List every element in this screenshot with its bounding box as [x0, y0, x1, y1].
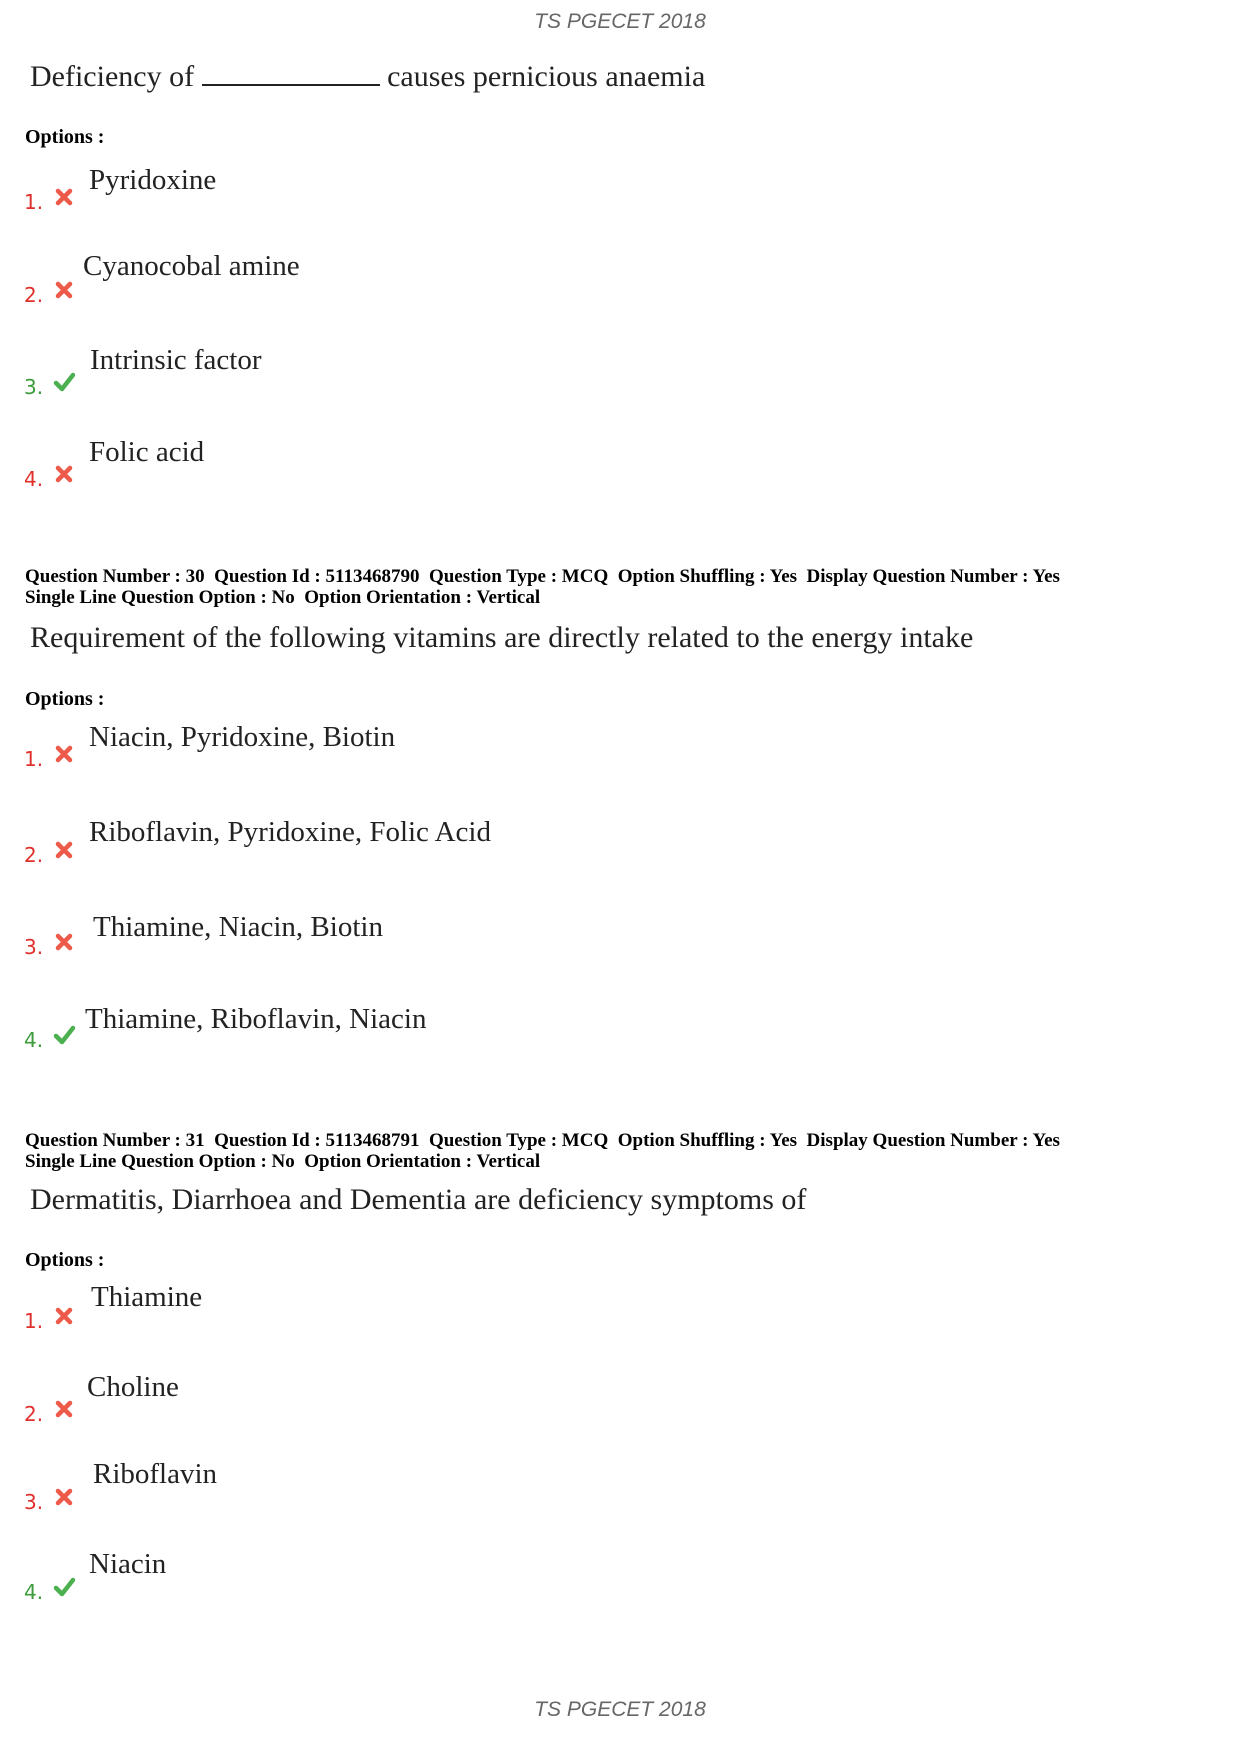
- q30-option-3: [0, 905, 900, 965]
- option-text: Pyridoxine: [89, 164, 217, 196]
- option-number: 3.: [24, 375, 44, 399]
- option-number: 1.: [24, 190, 44, 214]
- q29-option-4: [0, 437, 900, 497]
- q30-option-1: [0, 720, 900, 780]
- cross-icon: [53, 279, 75, 301]
- option-number: 3.: [24, 1490, 44, 1514]
- option-text: Choline: [87, 1371, 179, 1403]
- page-footer: TS PGECET 2018: [534, 1698, 706, 1721]
- option-text: Cyanocobal amine: [83, 250, 300, 282]
- option-number: 2.: [24, 843, 44, 867]
- option-text: Thiamine, Riboflavin, Niacin: [85, 1003, 427, 1035]
- cross-icon: [53, 463, 75, 485]
- option-text: Thiamine, Niacin, Biotin: [93, 911, 383, 943]
- options-label: Options :: [25, 1249, 105, 1271]
- cross-icon: [53, 1398, 75, 1420]
- question-29-text: [30, 60, 705, 94]
- question-31-meta: [25, 1130, 1225, 1172]
- page-header: TS PGECET 2018: [534, 10, 706, 33]
- cross-icon: [53, 839, 75, 861]
- option-number: 3.: [24, 935, 44, 959]
- option-text: Folic acid: [89, 436, 205, 468]
- cross-icon: [53, 743, 75, 765]
- meta-line-1: Question Number : 30 Question Id : 5113468790 Question Type : MCQ Option Shuffling : Yes Display Question Number : Yes: [25, 566, 1060, 587]
- option-text: Intrinsic factor: [90, 344, 262, 376]
- option-number: 4.: [24, 467, 44, 491]
- meta-line-1: Question Number : 31 Question Id : 5113468791 Question Type : MCQ Option Shuffling : Yes Display Question Number : Yes: [25, 1130, 1060, 1151]
- meta-line-2: Single Line Question Option : No Option Orientation : Vertical: [25, 587, 541, 608]
- option-text: Niacin: [89, 1548, 167, 1580]
- q31-option-1: [0, 1281, 900, 1345]
- q29-option-3: [0, 345, 900, 405]
- question-29-text-before: Deficiency of: [30, 60, 202, 93]
- option-text: Thiamine: [91, 1281, 203, 1313]
- answer-blank: [202, 60, 380, 86]
- option-number: 4.: [24, 1580, 44, 1604]
- question-31-text: Dermatitis, Diarrhoea and Dementia are deficiency symptoms of: [30, 1183, 807, 1216]
- q31-option-3: [0, 1458, 900, 1525]
- check-icon: [53, 1024, 75, 1046]
- check-icon: [53, 371, 75, 393]
- option-text: Riboflavin: [93, 1458, 218, 1490]
- q31-option-2: [0, 1371, 900, 1435]
- cross-icon: [53, 1486, 75, 1508]
- option-text: Riboflavin, Pyridoxine, Folic Acid: [89, 816, 491, 848]
- check-icon: [53, 1576, 75, 1598]
- q30-option-2: [0, 815, 900, 875]
- q29-option-2: [0, 250, 900, 315]
- cross-icon: [53, 931, 75, 953]
- options-label: Options :: [25, 688, 105, 710]
- meta-line-2: Single Line Question Option : No Option Orientation : Vertical: [25, 1151, 541, 1172]
- option-number: 2.: [24, 1402, 44, 1426]
- option-number: 1.: [24, 747, 44, 771]
- question-30-meta: [25, 566, 1225, 608]
- option-number: 1.: [24, 1309, 44, 1333]
- question-30-text: Requirement of the following vitamins are directly related to the energy intake: [30, 621, 974, 654]
- options-label: Options :: [25, 126, 105, 148]
- option-text: Niacin, Pyridoxine, Biotin: [89, 721, 396, 753]
- cross-icon: [53, 1305, 75, 1327]
- q29-option-1: [0, 160, 900, 220]
- question-29-text-after: causes pernicious anaemia: [379, 60, 706, 93]
- cross-icon: [53, 186, 75, 208]
- option-number: 4.: [24, 1028, 44, 1052]
- q31-option-4: [0, 1548, 900, 1615]
- q30-option-4: [0, 1000, 900, 1060]
- option-number: 2.: [24, 283, 44, 307]
